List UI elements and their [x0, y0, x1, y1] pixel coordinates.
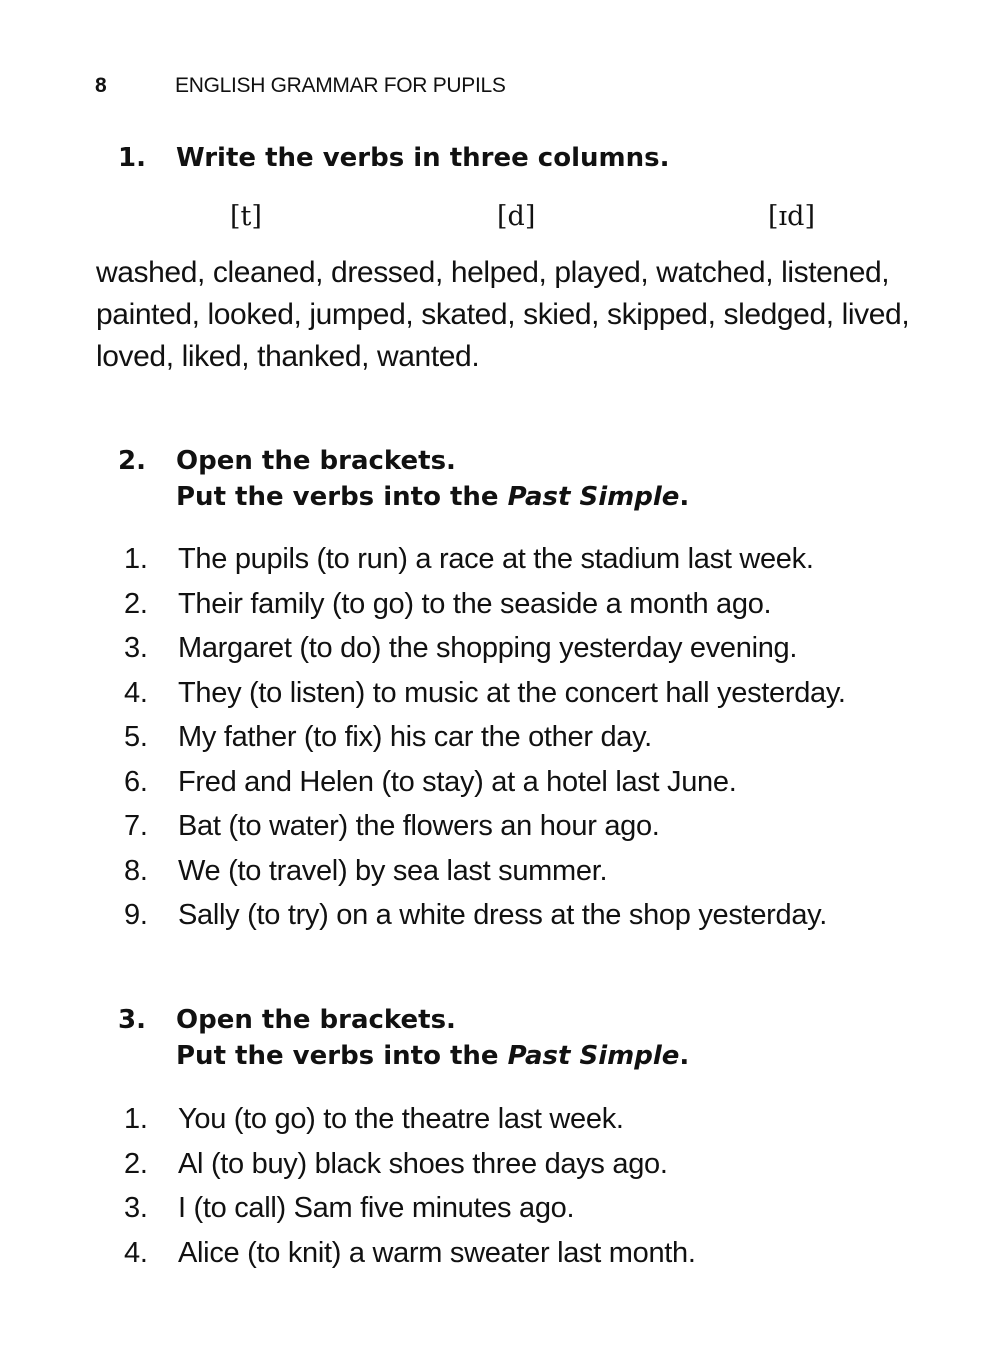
exercise-2-instruction-suffix: . — [679, 482, 690, 512]
list-item — [124, 1097, 696, 1142]
exercise-2-instruction-line2: Put the verbs into the — [176, 482, 508, 512]
item-text: Al (to buy) black shoes three days ago. — [178, 1147, 668, 1180]
item-text: Alice (to knit) a warm sweater last month. — [178, 1236, 696, 1269]
item-number: 1. — [124, 1103, 148, 1135]
item-number: 5. — [124, 721, 148, 753]
exercise-1-instruction: Write the verbs in three columns. — [176, 143, 670, 173]
list-item — [124, 804, 846, 849]
item-number: 3. — [124, 1192, 148, 1224]
exercise-2-heading — [118, 443, 689, 515]
item-number: 4. — [124, 1236, 148, 1269]
exercise-3-instruction-line2: Put the verbs into the — [176, 1041, 508, 1071]
item-text: Bat (to water) the flowers an hour ago. — [178, 810, 660, 842]
column-d: [d] — [497, 201, 536, 232]
exercise-1-heading — [118, 140, 669, 176]
list-item — [124, 760, 846, 805]
exercise-2-tense: Past Simple — [507, 482, 680, 512]
list-item — [124, 537, 846, 582]
exercise-3-heading — [118, 1002, 689, 1074]
exercise-3-tense: Past Simple — [507, 1041, 680, 1071]
list-item — [124, 715, 846, 760]
list-item — [124, 893, 846, 938]
list-item — [124, 849, 846, 894]
book-title: ENGLISH GRAMMAR FOR PUPILS — [175, 74, 506, 97]
item-number: 1. — [124, 543, 148, 575]
item-text: The pupils (to run) a race at the stadium last week. — [178, 543, 814, 575]
exercise-3-instruction-suffix: . — [679, 1041, 690, 1071]
item-text: We (to travel) by sea last summer. — [178, 854, 608, 887]
item-text: Sally (to try) on a white dress at the shop yesterday. — [178, 899, 827, 931]
item-number: 4. — [124, 676, 148, 709]
item-number: 9. — [124, 899, 148, 931]
list-item — [124, 1186, 696, 1231]
column-t: [t] — [230, 201, 262, 232]
page-number: 8 — [95, 74, 107, 97]
list-item — [124, 582, 846, 627]
column-id: [ɪd] — [768, 201, 815, 232]
verb-list: washed, cleaned, dressed, helped, played, watched, listened, painted, looked, jumped, skated, skied, skipped, sledged, lived, loved, liked, thanked, wanted. — [96, 256, 910, 373]
list-item — [124, 671, 846, 716]
exercise-1-number: 1. — [118, 143, 146, 173]
item-number: 6. — [124, 765, 148, 798]
exercise-2-instruction-line1: Open the brackets. — [176, 446, 456, 476]
exercise-2-number: 2. — [118, 446, 146, 476]
item-number: 2. — [124, 587, 148, 620]
item-text: Their family (to go) to the seaside a month ago. — [178, 587, 772, 620]
item-number: 2. — [124, 1147, 148, 1180]
exercise-2-items — [124, 537, 846, 938]
list-item — [124, 1142, 696, 1187]
item-number: 7. — [124, 810, 148, 842]
item-text: Fred and Helen (to stay) at a hotel last June. — [178, 765, 737, 798]
item-text: They (to listen) to music at the concert hall yesterday. — [178, 676, 846, 709]
exercise-3-items — [124, 1097, 696, 1275]
item-text: You (to go) to the theatre last week. — [178, 1103, 624, 1135]
item-number: 3. — [124, 632, 148, 664]
item-text: Margaret (to do) the shopping yesterday evening. — [178, 632, 798, 664]
item-number: 8. — [124, 854, 148, 887]
item-text: I (to call) Sam five minutes ago. — [178, 1192, 575, 1224]
exercise-3-number: 3. — [118, 1005, 146, 1035]
list-item — [124, 1231, 696, 1276]
exercise-3-instruction-line1: Open the brackets. — [176, 1005, 456, 1035]
list-item — [124, 626, 846, 671]
item-text: My father (to fix) his car the other day. — [178, 721, 652, 753]
page-header — [95, 74, 506, 98]
